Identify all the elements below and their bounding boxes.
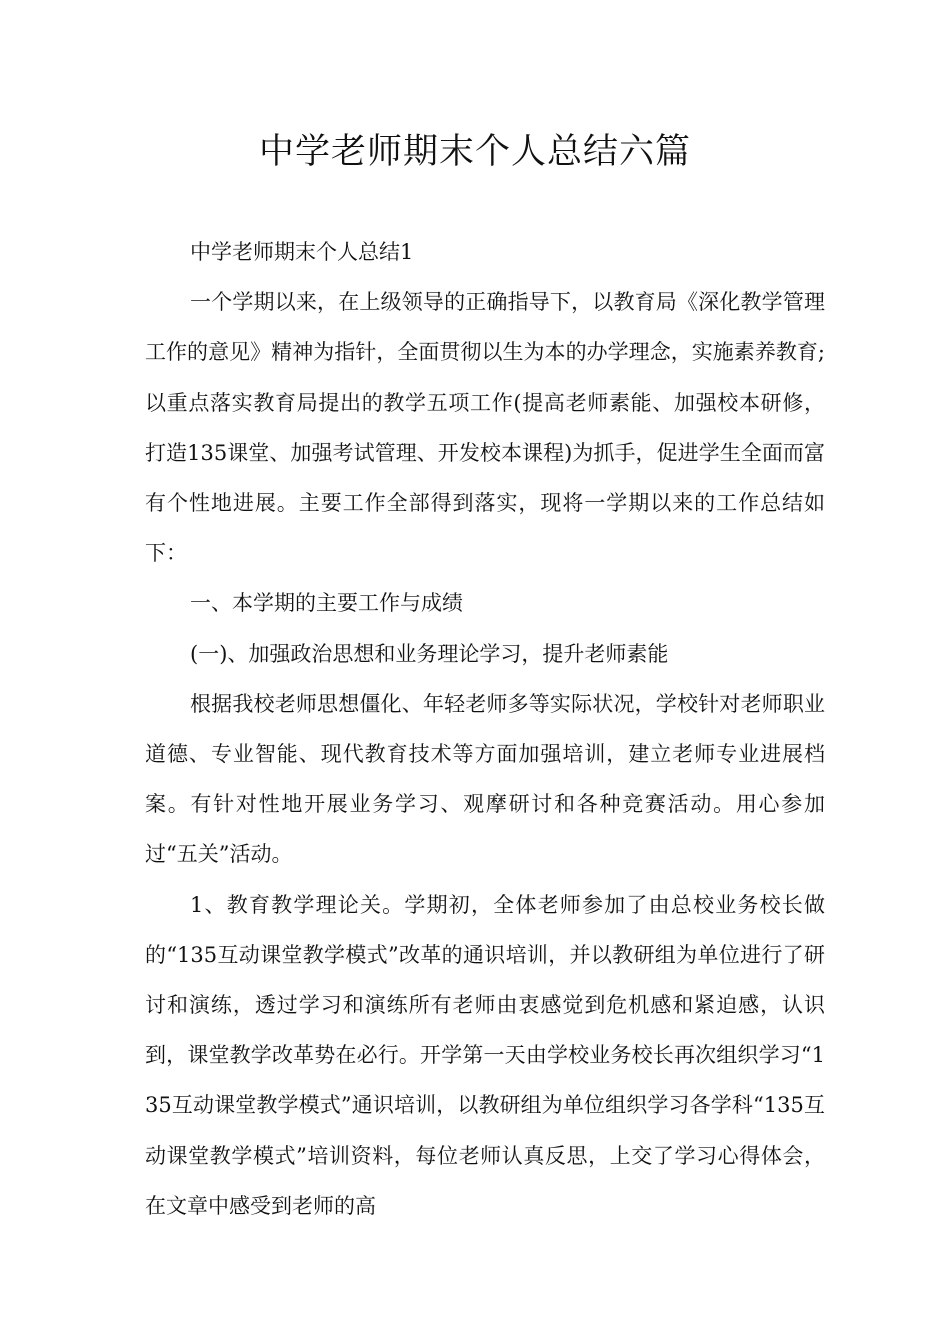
intro-paragraph: 一个学期以来，在上级领导的正确指导下，以教育局《深化教学管理工作的意见》精神为指针，全面贯彻以生为本的办学理念，实施素养教育;以重点落实教育局提出的教学五项工作(提高老师素能、加强校本研修，打造135课堂、加强考试管理、开发校本课程)为抓手，促进学生全面而富有个性地进展。主要工作全部得到落实，现将一学期以来的工作总结如下： [145, 290, 825, 566]
subsection-heading-political-study: (一)、加强政治思想和业务理论学习，提升老师素能 [190, 641, 669, 666]
section-heading-summary-1: 中学老师期末个人总结1 [190, 240, 414, 264]
training-paragraph: 根据我校老师思想僵化、年轻老师多等实际状况，学校针对老师职业道德、专业智能、现代教育技术等方面加强培训，建立老师专业进展档案。有针对性地开展业务学习、观摩研讨和各种竞赛活动。用心参加过“五关”活动。 [145, 691, 825, 867]
theory-paragraph: 1、教育教学理论关。学期初，全体老师参加了由总校业务校长做的“135互动课堂教学模式”改革的通识培训，并以教研组为单位进行了研讨和演练，透过学习和演练所有老师由衷感觉到危机感和紧迫感，认识到，课堂教学改革势在必行。开学第一天由学校业务校长再次组织学习“135互动课堂教学模式”通识培训，以教研组为单位组织学习各学科“135互动课堂教学模式”培训资料，每位老师认真反思，上交了学习心得体会，在文章中感受到老师的高 [145, 892, 825, 1218]
section-heading-main-work: 一、本学期的主要工作与成绩 [190, 591, 463, 616]
document-title: 中学老师期末个人总结六篇 [258, 132, 691, 172]
document-body [145, 227, 825, 1231]
